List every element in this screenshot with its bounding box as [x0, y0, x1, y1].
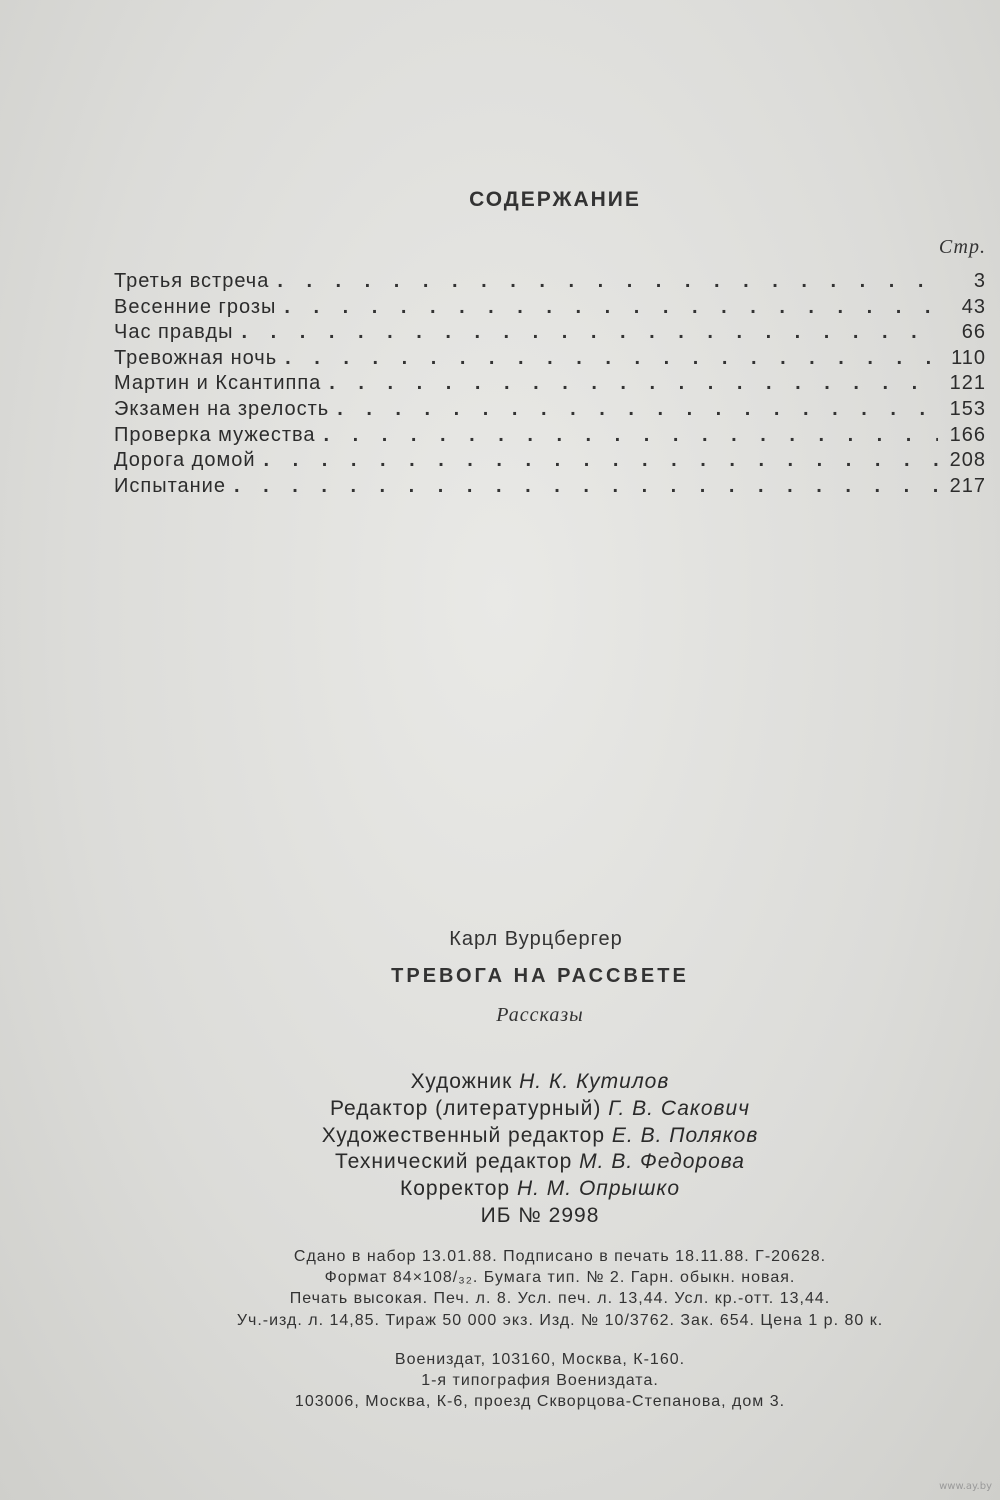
- contents-item-title: Третья встреча: [114, 270, 270, 292]
- contents-item-title: Экзамен на зрелость: [114, 397, 330, 420]
- contents-item-title: Тревожная ночь: [114, 346, 278, 369]
- contents-item: [114, 347, 986, 373]
- contents-item-title: Дорога домой: [114, 449, 256, 472]
- book-title: ТРЕВОГА НА РАССВЕТЕ: [391, 965, 689, 987]
- credit-role: Редактор (литературный): [329, 1096, 602, 1120]
- author-name: Карл Вурцбергер: [449, 928, 623, 950]
- credit-name: Е. В. Поляков: [611, 1123, 759, 1147]
- credit-line: [40, 1177, 1000, 1204]
- dot-leader: [242, 321, 938, 344]
- publisher-info: [40, 1351, 1000, 1415]
- contents-item: [114, 270, 986, 296]
- contents-item: [114, 398, 986, 424]
- contents-item-page: 43: [961, 295, 986, 318]
- contents-item: [114, 321, 986, 347]
- technical-info: [60, 1248, 1000, 1333]
- contents-item: [114, 424, 986, 450]
- credit-role: Корректор: [399, 1177, 511, 1201]
- dot-leader: [284, 296, 938, 319]
- credit-line: [40, 1150, 1000, 1177]
- contents-item-page: 121: [949, 372, 986, 395]
- technical-line: Печать высокая. Печ. л. 8. Усл. печ. л. 13,44. Усл. кр.-отт. 13,44.: [289, 1290, 831, 1308]
- dot-leader: [337, 398, 938, 421]
- contents-item-page: 110: [951, 346, 986, 369]
- contents-item-page: 153: [949, 397, 986, 420]
- credit-line: [40, 1070, 1000, 1097]
- credits-block: [40, 1070, 1000, 1231]
- credit-name: М. В. Федорова: [579, 1150, 745, 1174]
- genre-label: Рассказы: [496, 1004, 584, 1026]
- dot-leader: [285, 347, 938, 370]
- contents-item-page: 217: [949, 474, 986, 497]
- credit-name: Н. М. Опрышко: [516, 1177, 680, 1201]
- contents-item-page: 66: [961, 321, 986, 344]
- contents-item: [114, 449, 986, 475]
- page-column-header: Стр.: [938, 236, 986, 258]
- dot-leader: [264, 449, 938, 472]
- publisher-line: 1-я типография Воениздата.: [421, 1372, 659, 1390]
- contents-list: [114, 270, 986, 500]
- technical-line: Формат 84×108/₃₂. Бумага тип. № 2. Гарн. обыкн. новая.: [324, 1269, 796, 1287]
- credit-role: Художественный редактор: [321, 1123, 606, 1147]
- contents-item-page: 166: [949, 423, 986, 446]
- publisher-line: 103006, Москва, К-6, проезд Скворцова-Степанова, дом 3.: [294, 1393, 786, 1411]
- credit-name: Н. К. Кутилов: [519, 1070, 670, 1093]
- credit-name: Г. В. Сакович: [608, 1096, 751, 1120]
- dot-leader: [234, 475, 938, 498]
- credit-role: Технический редактор: [335, 1150, 573, 1174]
- contents-item: [114, 475, 986, 501]
- technical-line: Сдано в набор 13.01.88. Подписано в печать 18.11.88. Г-20628.: [293, 1248, 827, 1265]
- credit-line: [40, 1097, 1000, 1124]
- contents-item-title: Весенние грозы: [114, 295, 277, 318]
- contents-item-title: Час правды: [114, 321, 234, 344]
- contents-item: [114, 372, 986, 398]
- dot-leader: [277, 270, 938, 293]
- contents-item-title: Испытание: [114, 474, 226, 497]
- credit-role: Художник: [410, 1070, 513, 1093]
- contents-item-title: Мартин и Ксантиппа: [114, 372, 322, 395]
- contents-item-page: 3: [973, 270, 986, 292]
- contents-item: [114, 296, 986, 322]
- contents-title: СОДЕРЖАНИЕ: [469, 188, 641, 211]
- ib-number: ИБ № 2998: [480, 1203, 600, 1227]
- credit-line: [40, 1124, 1000, 1151]
- contents-item-page: 208: [949, 449, 986, 472]
- dot-leader: [329, 372, 938, 395]
- dot-leader: [324, 424, 938, 447]
- publisher-line: Воениздат, 103160, Москва, К-160.: [394, 1351, 686, 1368]
- watermark: www.ay.by: [939, 1481, 992, 1492]
- technical-line: Уч.-изд. л. 14,85. Тираж 50 000 экз. Изд. № 10/3762. Зак. 654. Цена 1 р. 80 к.: [236, 1311, 884, 1329]
- contents-item-title: Проверка мужества: [114, 423, 316, 446]
